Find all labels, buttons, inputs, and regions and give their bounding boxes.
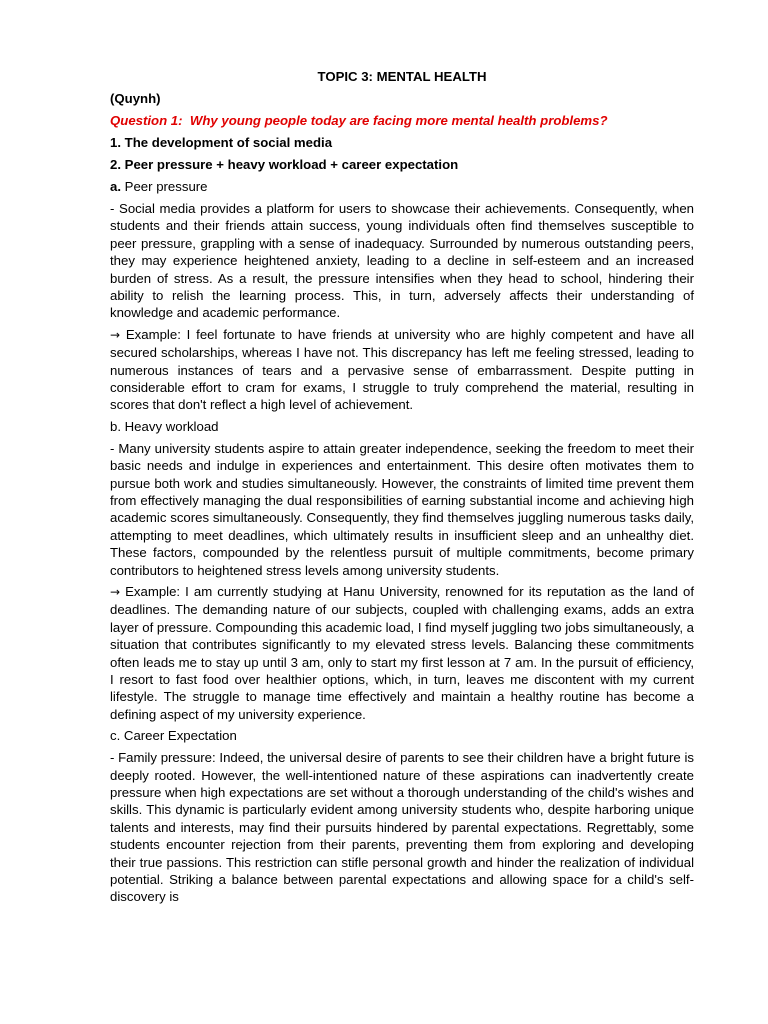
section-a-title: Peer pressure [124, 179, 208, 195]
author-name: (Quynh) [110, 91, 161, 107]
point-2: 2. Peer pressure + heavy workload + career expectation [110, 157, 459, 173]
section-a-heading [110, 178, 694, 195]
section-c-body: - Family pressure: Indeed, the universal desire of parents to see their children have a bright future is deeply rooted. However, the well-intentioned nature of these aspirations can inadvertently create pressure when high expectations are set without a thorough understanding of the child's wishes and skills. This dynamic is particularly evident among university students who, despite harboring unique talents and interests, may find their pursuits hindered by parental expectations. Regrettably, some students encounter rejection from their parents, preventing them from exploring and developing their true passions. This restriction can stifle personal growth and hinder the realization of individual potential. Striking a balance between parental expectations and allowing space for a child's self-discovery is [110, 750, 694, 905]
question-line [110, 112, 694, 129]
point-1: 1. The development of social media [110, 135, 333, 151]
document-page [110, 68, 694, 910]
section-a-example [110, 326, 694, 414]
section-b-example-text: Example: I am currently studying at Hanu University, renowned for its reputation as the land of deadlines. The demanding nature of our subjects, coupled with challenging exams, adds an extra layer of pressure. Compounding this academic load, I find myself juggling two jobs simultaneously, a situation that contributes significantly to my elevated stress levels. Balancing these commitments often leads me to stay up until 3 am, only to start my first lesson at 7 am. In the pursuit of efficiency, I resort to fast food over healthier options, which, in turn, leaves me discontent with my current lifestyle. The struggle to manage time effectively and maintain a healthy routine has become a defining aspect of my university experience. [110, 583, 694, 722]
section-a-body: - Social media provides a platform for users to showcase their achievements. Consequently, when students and their friends attain success, young individuals often find themselves susceptible to peer pressure, grappling with a sense of inadequacy. Surrounded by numerous outstanding peers, they may experience heightened anxiety, leading to a decline in self-esteem and an increased burden of stress. As a result, the pressure intensifies when they head to school, hindering their ability to relish the learning process. This, in turn, adversely affects their understanding of knowledge and academic performance. [110, 200, 694, 321]
arrow-right-icon: → [110, 327, 121, 342]
section-c-heading: c. Career Expectation [110, 728, 237, 744]
question-label: Question 1: [110, 113, 183, 129]
section-b-body: - Many university students aspire to attain greater independence, seeking the freedom to meet their basic needs and indulge in experiences and entertainment. This desire often motivates them to pursue both work and studies simultaneously. However, the constraints of limited time prevent them from effectively managing the dual responsibilities of earning substantial income and achieving high academic scores simultaneously. Consequently, they find themselves juggling numerous tasks daily, attempting to meet deadlines, which ultimately results in insufficient sleep and an unhealthy diet. These factors, compounded by the relentless pursuit of multiple commitments, become primary contributors to heightened stress levels among university students. [110, 440, 694, 578]
section-b-heading: b. Heavy workload [110, 418, 219, 434]
question-text: Why young people today are facing more mental health problems? [189, 113, 608, 129]
section-a-label: a. [110, 179, 121, 195]
page-title: TOPIC 3: MENTAL HEALTH [317, 69, 487, 84]
arrow-right-icon: → [110, 584, 121, 599]
section-b-example [110, 583, 694, 723]
section-a-example-text: Example: I feel fortunate to have friends at university who are highly competent and have all secured scholarships, whereas I have not. This discrepancy has left me feeling stressed, leading to numerous instances of tears and a pervasive sense of embarrassment. Despite putting in considerable effort to cram for exams, I struggle to truly comprehend the material, resulting in scores that don't reflect a high level of achievement. [110, 326, 694, 413]
